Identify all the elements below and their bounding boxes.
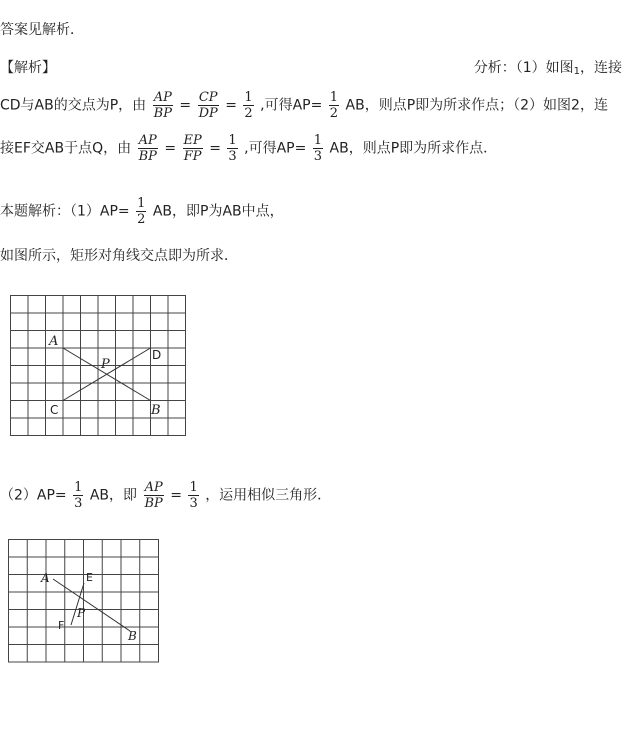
fraction-half: $\frac{1}{2}$ <box>244 90 253 121</box>
part1-line: 本题解析：（1）AP= $\frac{1}{2}$ AB，即P为AB中点， <box>0 196 284 227</box>
analysis-line-1: CD与AB的交点为P，由 $\frac{AP}{BP}$ = $\frac{CP}{DP}$ = $\frac{1}{2}$ ,可得AP= $\frac{1}{2}$ AB，则点P即为所求作点；（2）如图2，连 <box>0 90 608 121</box>
label-b: B <box>151 403 161 418</box>
fraction-part2-3: $\frac{1}{3}$ <box>189 480 198 511</box>
label-b-2: B <box>128 629 137 643</box>
figure-2 <box>0 535 170 670</box>
figure-2-grid <box>9 540 159 663</box>
label-a-2: A <box>41 571 50 585</box>
fraction-third: $\frac{1}{3}$ <box>228 133 237 164</box>
label-e: E <box>86 571 93 584</box>
answer-line <box>0 20 84 40</box>
label-c: C <box>50 403 59 417</box>
fraction-cp-dp: $\frac{CP}{DP}$ <box>198 90 218 121</box>
label-d: D <box>152 348 162 362</box>
label-p-2: P <box>77 606 86 620</box>
figure-1 <box>0 290 200 445</box>
label-a: A <box>49 334 59 349</box>
fraction-ep-fp: $\frac{EP}{FP}$ <box>183 133 202 164</box>
fraction-part1: $\frac{1}{2}$ <box>137 196 146 227</box>
answer-text: 答案见解析． <box>0 22 84 38</box>
fraction-part2-ap-bp: $\frac{AP}{BP}$ <box>144 480 163 511</box>
label-p: P <box>101 357 110 372</box>
analysis-line-2: 接EF交AB于点Q，由 $\frac{AP}{BP}$ = $\frac{EP}{FP}$ = $\frac{1}{3}$ ,可得AP= $\frac{1}{3}$ AB，则点P即为所求作点． <box>0 133 498 164</box>
fraction-third-2: $\frac{1}{3}$ <box>313 133 323 164</box>
label-f: F <box>58 619 65 632</box>
section-heading: 【解析】 <box>0 60 56 76</box>
fraction-half-2: $\frac{1}{2}$ <box>329 90 339 121</box>
part2-line: （2）AP= $\frac{1}{3}$ AB，即 $\frac{AP}{BP}$ = $\frac{1}{3}$ ，运用相似三角形． <box>0 480 332 511</box>
fraction-part2-1: $\frac{1}{3}$ <box>74 480 83 511</box>
fraction-ap-bp-2: $\frac{AP}{BP}$ <box>138 133 157 164</box>
fraction-ap-bp: $\frac{AP}{BP}$ <box>153 90 172 121</box>
part1-caption: 如图所示，矩形对角线交点即为所求． <box>0 248 238 264</box>
analysis-lead: 分析：（1）如图$_1$，连接 <box>473 60 622 77</box>
